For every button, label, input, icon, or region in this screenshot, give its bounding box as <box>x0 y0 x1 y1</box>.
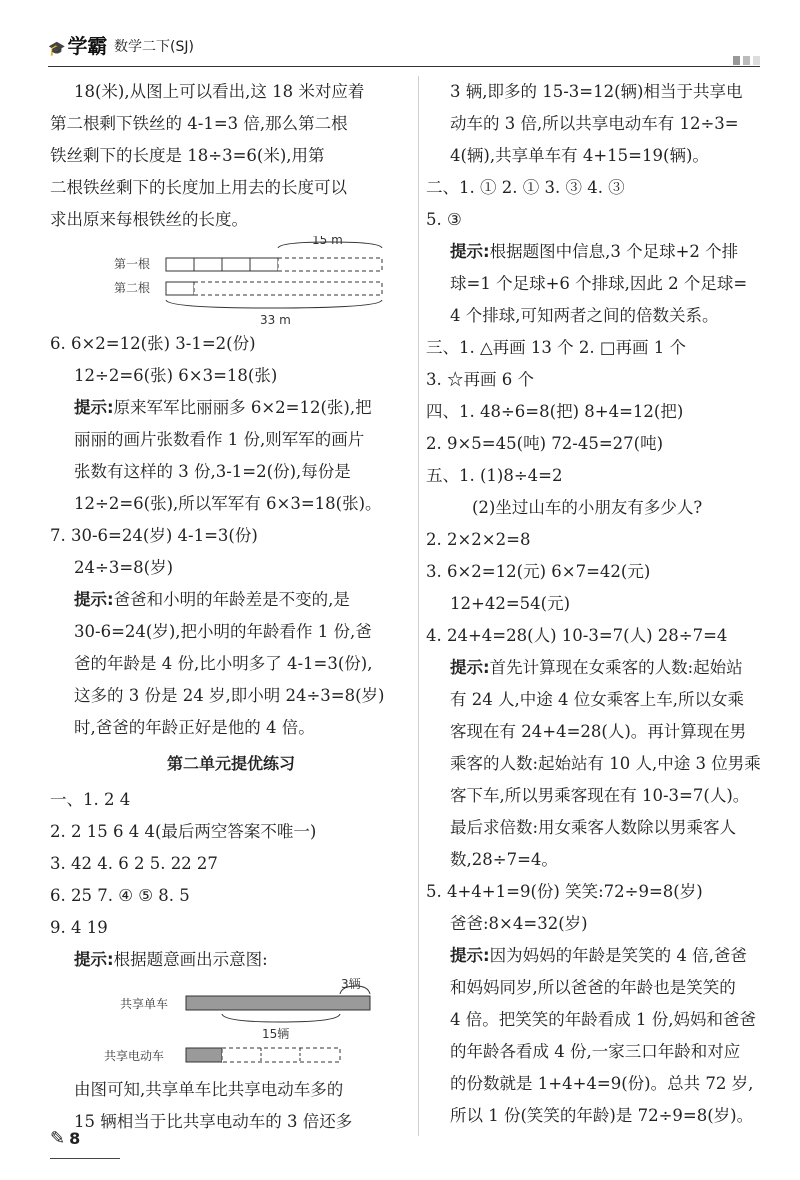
header-rule <box>48 66 760 67</box>
text-line: 铁丝剩下的长度是 18÷3=6(米),用第 <box>50 146 325 165</box>
pencil-icon: ✎ <box>50 1128 66 1149</box>
hint-line: 丽丽的画片张数看作 1 份,则军军的画片 <box>74 430 365 449</box>
text-line: 二根铁丝剩下的长度加上用去的长度可以 <box>50 178 347 197</box>
answer-line: 12÷2=6(张) 6×3=18(张) <box>74 366 278 385</box>
left-column <box>50 76 412 1138</box>
hint-text: 因为妈妈的年龄是笑笑的 4 倍,爸爸 <box>489 946 747 965</box>
answer-line: 4. 24+4=28(人) 10-3=7(人) 28÷7=4 <box>426 626 728 645</box>
diagram-label-3: 3辆 <box>341 977 361 991</box>
diagram-label-15m: 15 m <box>312 236 343 247</box>
answer-line: 爸爸:8×4=32(岁) <box>450 914 588 933</box>
hint-line: 球=1 个足球+6 个排球,因此 2 个足球= <box>450 274 748 293</box>
hint-label: 提示: <box>74 950 114 969</box>
text-line: 18(米),从图上可以看出,这 18 米对应着 <box>74 82 365 101</box>
diagram-label-33m: 33 m <box>260 313 291 327</box>
hint-line: 所以 1 份(笑笑的年龄)是 72÷9=8(岁)。 <box>450 1106 754 1125</box>
hint-line <box>426 236 768 268</box>
answer-line: 5. 4+4+1=9(份) 笑笑:72÷9=8(岁) <box>426 882 703 901</box>
diagram-label-first: 第一根 <box>114 257 151 271</box>
hint-line: 客下车,所以男乘客现在有 10-3=7(人)。 <box>450 786 750 805</box>
footer-rule <box>50 1158 120 1159</box>
hint-text: 首先计算现在女乘客的人数:起始站 <box>489 658 743 677</box>
hint-line: 最后求倍数:用女乘客人数除以男乘客人 <box>450 818 737 837</box>
answer-line: 2. 2×2×2=8 <box>426 530 531 549</box>
graduation-cap-icon: 🎓 <box>48 41 66 57</box>
answer-line: 一、1. 2 4 <box>50 790 131 809</box>
answer-line: 7. 30-6=24(岁) 4-1=3(份) <box>50 526 258 545</box>
answer-line: 3. 42 4. 6 2 5. 22 27 <box>50 854 218 873</box>
brand-logo <box>48 30 107 59</box>
answer-line: 三、1. △再画 13 个 2. □再画 1 个 <box>426 338 686 357</box>
hint-text: 根据题意画出示意图: <box>113 950 268 969</box>
hint-label: 提示: <box>450 946 490 965</box>
wire-diagram <box>50 236 412 328</box>
answer-line: 2. 9×5=45(吨) 72-45=27(吨) <box>426 434 664 453</box>
section-title: 第二单元提优练习 <box>166 754 295 773</box>
hint-line: 12÷2=6(张),所以军军有 6×3=18(张)。 <box>74 494 382 513</box>
right-column <box>426 76 768 1132</box>
vehicle-diagram <box>50 976 412 1074</box>
answer-line: (2)坐过山车的小朋友有多少人? <box>472 498 703 517</box>
hint-line: 时,爸爸的年龄正好是他的 4 倍。 <box>74 718 315 737</box>
hint-line: 数,28÷7=4。 <box>450 850 558 869</box>
text-line: 15 辆相当于比共享电动车的 3 倍还多 <box>74 1112 353 1131</box>
hint-label: 提示: <box>450 242 490 261</box>
hint-line: 乘客的人数:起始站有 10 人,中途 3 位男乘 <box>450 754 761 773</box>
text-line: 第二根剩下铁丝的 4-1=3 倍,那么第二根 <box>50 114 348 133</box>
book-title: 数学二下(SJ) <box>114 39 194 55</box>
logo-text: 学霸 <box>67 34 108 58</box>
hint-line <box>426 652 768 684</box>
diagram-label-15: 15辆 <box>262 1027 290 1041</box>
hint-line <box>50 392 412 424</box>
hint-label: 提示: <box>74 398 114 417</box>
page-number: 8 <box>69 1129 81 1148</box>
answer-line: 6. 25 7. ④ ⑤ 8. 5 <box>50 886 190 905</box>
answer-line: 24÷3=8(岁) <box>74 558 174 577</box>
answer-line: 9. 4 19 <box>50 918 108 937</box>
hint-line: 张数有这样的 3 份,3-1=2(份),每份是 <box>74 462 351 481</box>
diagram-label-second: 第二根 <box>114 281 151 295</box>
text-line: 动车的 3 倍,所以共享电动车有 12÷3= <box>450 114 739 133</box>
text-line: 由图可知,共享单车比共享电动车多的 <box>74 1080 344 1099</box>
column-divider <box>418 76 419 1136</box>
text-line: 求出原来每根铁丝的长度。 <box>50 210 248 229</box>
hint-line <box>426 940 768 972</box>
hint-text: 原来军军比丽丽多 6×2=12(张),把 <box>113 398 372 417</box>
answer-line: 5. ③ <box>426 210 462 229</box>
hint-label: 提示: <box>74 590 114 609</box>
hint-line <box>50 944 412 976</box>
answer-line: 12+42=54(元) <box>450 594 571 613</box>
answer-line: 2. 2 15 6 4 4(最后两空答案不唯一) <box>50 822 317 841</box>
text-line: 3 辆,即多的 15-3=12(辆)相当于共享电 <box>450 82 743 101</box>
hint-line: 和妈妈同岁,所以爸爸的年龄也是笑笑的 <box>450 978 736 997</box>
text-line: 4(辆),共享单车有 4+15=19(辆)。 <box>450 146 709 165</box>
hint-label: 提示: <box>450 658 490 677</box>
answer-line: 3. 6×2=12(元) 6×7=42(元) <box>426 562 651 581</box>
answer-line: 四、1. 48÷6=8(把) 8+4=12(把) <box>426 402 684 421</box>
answer-line: 3. ☆再画 6 个 <box>426 370 534 389</box>
hint-line: 有 24 人,中途 4 位女乘客上车,所以女乘 <box>450 690 744 709</box>
hint-line: 4 个排球,可知两者之间的倍数关系。 <box>450 306 719 325</box>
hint-line <box>50 584 412 616</box>
hint-line: 这多的 3 份是 24 岁,即小明 24÷3=8(岁) <box>74 686 385 705</box>
hint-line: 4 倍。把笑笑的年龄看成 1 份,妈妈和爸爸 <box>450 1010 756 1029</box>
hint-line: 的年龄各看成 4 份,一家三口年龄和对应 <box>450 1042 741 1061</box>
hint-text: 根据题图中信息,3 个足球+2 个排 <box>489 242 739 261</box>
page-footer <box>50 1128 80 1149</box>
hint-line: 爸的年龄是 4 份,比小明多了 4-1=3(份), <box>74 654 373 673</box>
hint-line: 客现在有 24+4=28(人)。再计算现在男 <box>450 722 747 741</box>
hint-line: 的份数就是 1+4+4=9(份)。总共 72 岁, <box>450 1074 754 1093</box>
diagram-label-bike: 共享单车 <box>120 997 169 1011</box>
answer-line: 二、1. ① 2. ① 3. ③ 4. ③ <box>426 178 625 197</box>
hint-line: 30-6=24(岁),把小明的年龄看作 1 份,爸 <box>74 622 372 641</box>
answer-line: 6. 6×2=12(张) 3-1=2(份) <box>50 334 256 353</box>
diagram-label-ebike: 共享电动车 <box>104 1049 165 1063</box>
answer-line: 五、1. (1)8÷4=2 <box>426 466 563 485</box>
page-header <box>48 28 760 68</box>
hint-text: 爸爸和小明的年龄差是不变的,是 <box>113 590 350 609</box>
